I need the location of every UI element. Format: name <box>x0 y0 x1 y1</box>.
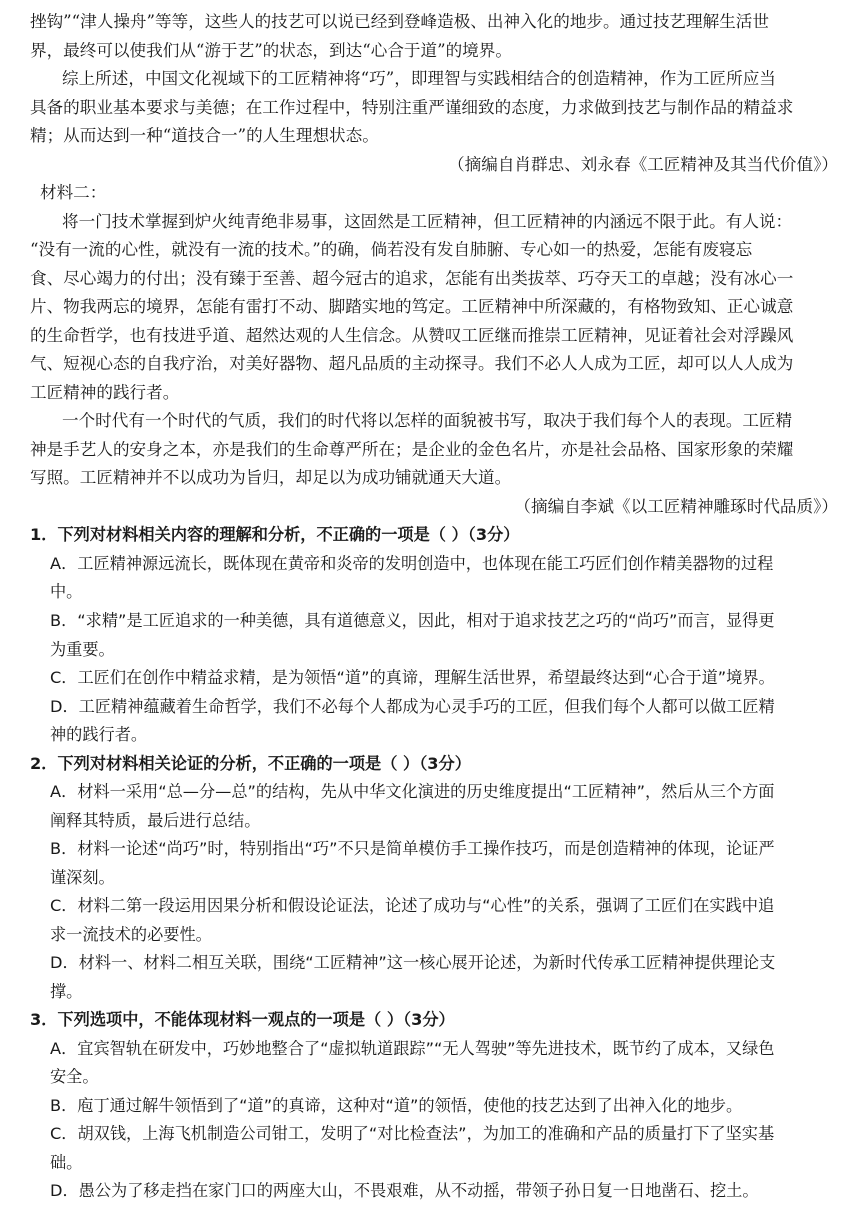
q3-option-c-cont: 础。 <box>50 1153 83 1172</box>
material2-line: 的生命哲学，也有技进乎道、超然达观的人生信念。从赞叹工匠继而推崇工匠精神，见证着社会对浮躁风 <box>30 326 794 345</box>
q2-option-b: B．材料一论述“尚巧”时，特别指出“巧”不只是简单模仿手工操作技巧，而是创造精神的体现，论证严 <box>50 839 775 858</box>
material2-line: “没有一流的心性，就没有一流的技术。”的确，倘若没有发自肺腑、专心如一的热爱，怎能有废寝忘 <box>30 240 753 259</box>
material2-source: （摘编自李斌《以工匠精神雕琢时代品质》） <box>514 497 838 516</box>
material1-line: 具备的职业基本要求与美德；在工作过程中，特别注重严谨细致的态度，力求做到技艺与制作品的精益求 <box>30 98 794 117</box>
q2-option-a-cont: 阐释其特质，最后进行总结。 <box>50 811 261 830</box>
q2-option-d: D．材料一、材料二相互关联，围绕“工匠精神”这一核心展开论述，为新时代传承工匠精神提供理论支 <box>50 953 776 972</box>
q2-option-a: A．材料一采用“总—分—总”的结构，先从中华文化演进的历史维度提出“工匠精神”，然后从三个方面 <box>50 782 775 801</box>
material2-line: 片、物我两忘的境界，怎能有雷打不动、脚踏实地的笃定。工匠精神中所深藏的，有格物致知、正心诚意 <box>30 297 794 316</box>
material2-line: 写照。工匠精神并不以成功为旨归，却足以为成功铺就通天大道。 <box>30 468 512 487</box>
q1-option-c: C．工匠们在创作中精益求精，是为领悟“道”的真谛，理解生活世界，希望最终达到“心合于道”境界。 <box>50 668 775 687</box>
question-2-stem: 2．下列对材料相关论证的分析，不正确的一项是（ ）（3分） <box>30 754 471 773</box>
q3-option-b: B．庖丁通过解牛领悟到了“道”的真谛，这种对“道”的领悟，使他的技艺达到了出神入化的地步。 <box>50 1096 743 1115</box>
q1-option-a: A．工匠精神源远流长，既体现在黄帝和炎帝的发明创造中，也体现在能工巧匠们创作精美器物的过程 <box>50 554 774 573</box>
material1-line: 挫钩”“津人操舟”等等，这些人的技艺可以说已经到登峰造极、出神入化的地步。通过技艺理解生活世 <box>30 12 769 31</box>
material2-line: 神是手艺人的安身之本，亦是我们的生命尊严所在；是企业的金色名片，亦是社会品格、国家形象的荣耀 <box>30 440 794 459</box>
material1-line: 综上所述，中国文化视域下的工匠精神将“巧”，即理智与实践相结合的创造精神，作为工匠所应当 <box>62 69 776 88</box>
material2-line: 气、短视心态的自我疗治，对美好器物、超凡品质的主动探寻。我们不必人人成为工匠，却可以人人成为 <box>30 354 794 373</box>
material1-line: 精；从而达到一种“道技合一”的人生理想状态。 <box>30 126 379 145</box>
q1-option-a-cont: 中。 <box>50 582 83 601</box>
material2-line: 一个时代有一个时代的气质，我们的时代将以怎样的面貌被书写，取决于我们每个人的表现。工匠精 <box>62 411 793 430</box>
q2-option-d-cont: 撑。 <box>50 982 83 1001</box>
question-3-stem: 3．下列选项中，不能体现材料一观点的一项是（ ）（3分） <box>30 1010 455 1029</box>
q1-option-b-cont: 为重要。 <box>50 640 115 659</box>
material1-line: 界，最终可以使我们从“游于艺”的状态，到达“心合于道”的境界。 <box>30 41 512 60</box>
material2-line: 工匠精神的践行者。 <box>30 383 180 402</box>
material2-line: 将一门技术掌握到炉火纯青绝非易事，这固然是工匠精神，但工匠精神的内涵远不限于此。有人说： <box>62 212 793 231</box>
q3-option-c: C．胡双钱，上海飞机制造公司钳工，发明了“对比检查法”，为加工的准确和产品的质量打下了坚实基 <box>50 1124 775 1143</box>
q1-option-d-cont: 神的践行者。 <box>50 725 148 744</box>
q3-option-a-cont: 安全。 <box>50 1067 99 1086</box>
q3-option-a: A．宜宾智轨在研发中，巧妙地整合了“虚拟轨道跟踪”“无人驾驶”等先进技术，既节约了成本，又绿色 <box>50 1039 775 1058</box>
question-1-stem: 1．下列对材料相关内容的理解和分析，不正确的一项是（ ）（3分） <box>30 525 520 544</box>
q2-option-c-cont: 求一流技术的必要性。 <box>50 925 212 944</box>
q3-option-d: D．愚公为了移走挡在家门口的两座大山，不畏艰难，从不动摇，带领子孙日复一日地凿石、挖土。 <box>50 1181 759 1200</box>
q1-option-d: D．工匠精神蕴藏着生命哲学，我们不必每个人都成为心灵手巧的工匠，但我们每个人都可以做工匠精 <box>50 697 775 716</box>
material1-source: （摘编自肖群忠、刘永春《工匠精神及其当代价值》） <box>448 155 838 174</box>
q2-option-c: C．材料二第一段运用因果分析和假设论证法，论述了成功与“心性”的关系，强调了工匠们在实践中追 <box>50 896 775 915</box>
q2-option-b-cont: 谨深刻。 <box>50 868 115 887</box>
q1-option-b: B．“求精”是工匠追求的一种美德，具有道德意义，因此，相对于追求技艺之巧的“尚巧”而言，显得更 <box>50 611 775 630</box>
material2-line: 食、尽心竭力的付出；没有臻于至善、超今冠古的追求，怎能有出类拔萃、巧夺天工的卓越；没有冰心一 <box>30 269 794 288</box>
material2-heading: 材料二： <box>40 183 107 202</box>
